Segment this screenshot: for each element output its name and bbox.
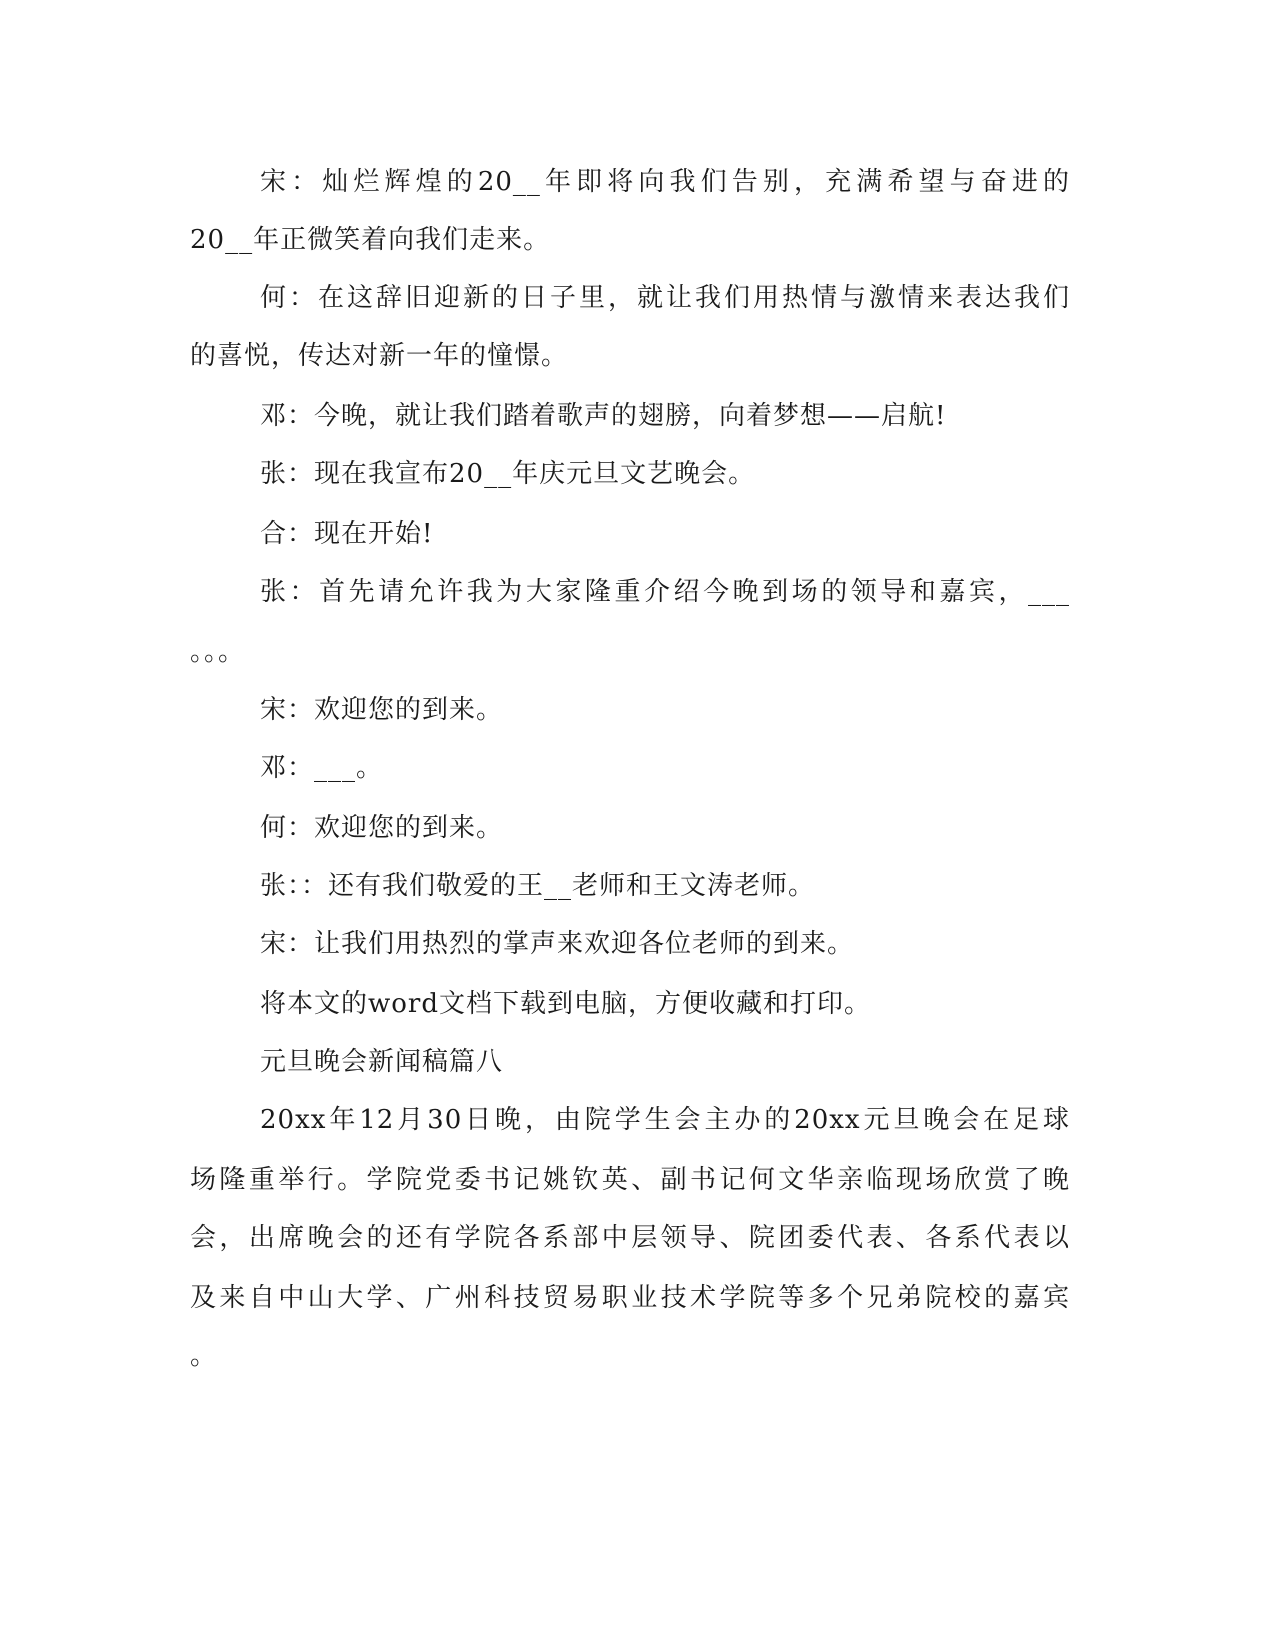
paragraph-line: 何：欢迎您的到来。 xyxy=(260,813,504,843)
paragraph-line: 张：：还有我们敬爱的王__老师和王文涛老师。 xyxy=(260,871,816,901)
paragraph-line: 的喜悦，传达对新一年的憧憬。 xyxy=(190,341,569,371)
paragraph-line: 邓：今晚，就让我们踏着歌声的翅膀，向着梦想——启航! xyxy=(260,401,947,431)
paragraph-line: 20__年正微笑着向我们走来。 xyxy=(190,225,551,255)
paragraph-line: 将本文的word文档下载到电脑，方便收藏和打印。 xyxy=(260,989,871,1019)
paragraph-line: 会，出席晚会的还有学院各系部中层领导、院团委代表、各系代表以 xyxy=(190,1223,1070,1253)
paragraph-line: 合：现在开始! xyxy=(260,519,434,549)
paragraph-line: 何：在这辞旧迎新的日子里，就让我们用热情与激情来表达我们 xyxy=(260,283,1070,313)
paragraph-line: 邓：___。 xyxy=(260,753,384,783)
section-heading: 元旦晚会新闻稿篇八 xyxy=(260,1047,504,1077)
paragraph-line: 场隆重举行。学院党委书记姚钦英、副书记何文华亲临现场欣赏了晚 xyxy=(190,1165,1070,1195)
paragraph-line: 。。。 xyxy=(190,637,246,667)
paragraph-line: 张：现在我宣布20__年庆元旦文艺晚会。 xyxy=(260,459,756,489)
paragraph-line: 张：首先请允许我为大家隆重介绍今晚到场的领导和嘉宾，___ xyxy=(260,577,1070,607)
paragraph-line: 宋：灿烂辉煌的20__年即将向我们告别，充满希望与奋进的 xyxy=(260,167,1070,197)
paragraph-line: 及来自中山大学、广州科技贸易职业技术学院等多个兄弟院校的嘉宾 xyxy=(190,1283,1070,1313)
paragraph-line: 20xx年12月30日晚，由院学生会主办的20xx元旦晚会在足球 xyxy=(260,1105,1070,1135)
paragraph-line: 。 xyxy=(190,1341,218,1371)
paragraph-line: 宋：让我们用热烈的掌声来欢迎各位老师的到来。 xyxy=(260,929,855,959)
paragraph-line: 宋：欢迎您的到来。 xyxy=(260,695,504,725)
